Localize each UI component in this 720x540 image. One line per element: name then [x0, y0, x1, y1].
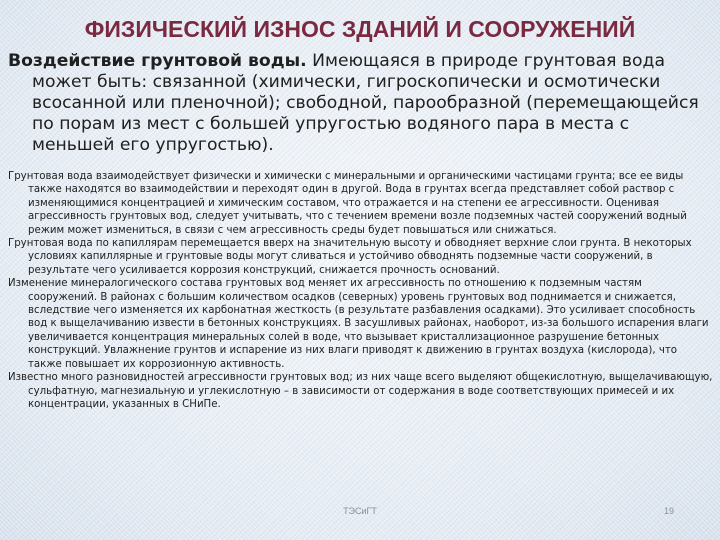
slide-title: ФИЗИЧЕСКИЙ ИЗНОС ЗДАНИЙ И СООРУЖЕНИЙ [84, 16, 636, 42]
body-text [8, 170, 714, 411]
lead-heading: Воздействие грунтовой воды. [8, 51, 307, 71]
body-paragraph-3: Изменение минералогического состава грунтовых вод меняет их агрессивность по отношению к подземным частям сооружений. В районах с большим количеством осадков (северных) уровень грунтовых вод поднимается и снижается, вследствие чего изменяется их карбонатная жесткость (в результате разбавления осадками). Это усиливает способность вод к выщелачиванию извести в бетонных конструкциях. В засушливых районах, наоборот, из-за большого испарения влаги увеличивается концентрация минеральных солей в воде, что вызывает кристаллизационное разрушение бетонных конструкций. Увлажнение грунтов и испарение из них влаги приводят к движению в грунтах воздуха (кислорода), что также повышает их коррозионную активность. [8, 278, 709, 370]
page-number: 19 [663, 506, 674, 516]
body-paragraph-1: Грунтовая вода взаимодействует физически и химически с минеральными и органическими частицами грунта; все ее виды также находятся во взаимодействии и переходят один в другой. Вода в грунтах всегда представляет собой раствор с изменяющимися концентрацией и химическим составом, что отражается и на степени ее агрессивности. Оценивая агрессивность грунтовых вод, следует учитывать, что с течением времени возле подземных частей сооружений водный режим может измениться, в связи с чем агрессивность среды будет повышаться или снижаться. [8, 171, 687, 236]
lead-paragraph [8, 51, 708, 156]
body-paragraph-2: Грунтовая вода по капиллярам перемещается вверх на значительную высоту и обводняет верхние слои грунта. В некоторых условиях капиллярные и грунтовые воды могут сливаться и устойчиво обводнять подземные части сооружений, в результате чего усиливается коррозия конструкций, снижается прочность оснований. [8, 238, 692, 276]
footer-label: ТЭСиГТ [343, 506, 377, 516]
body-paragraph-4: Известно много разновидностей агрессивности грунтовых вод; из них чаще всего выделяют общекислотную, выщелачивающую, сульфатную, магнезиальную и углекислотную – в зависимости от содержания в воде соответствующих примесей и их концентрации, указанных в СНиПе. [8, 372, 713, 410]
lead-text: Имеющаяся в природе грунтовая вода может быть: связанной (химически, гигроскопически и осмотически всосанной или пленочной); свободной, парообразной (перемещающейся по порам из мест с большей упругостью водяного пара в места с меньшей его упругостью). [32, 51, 699, 155]
